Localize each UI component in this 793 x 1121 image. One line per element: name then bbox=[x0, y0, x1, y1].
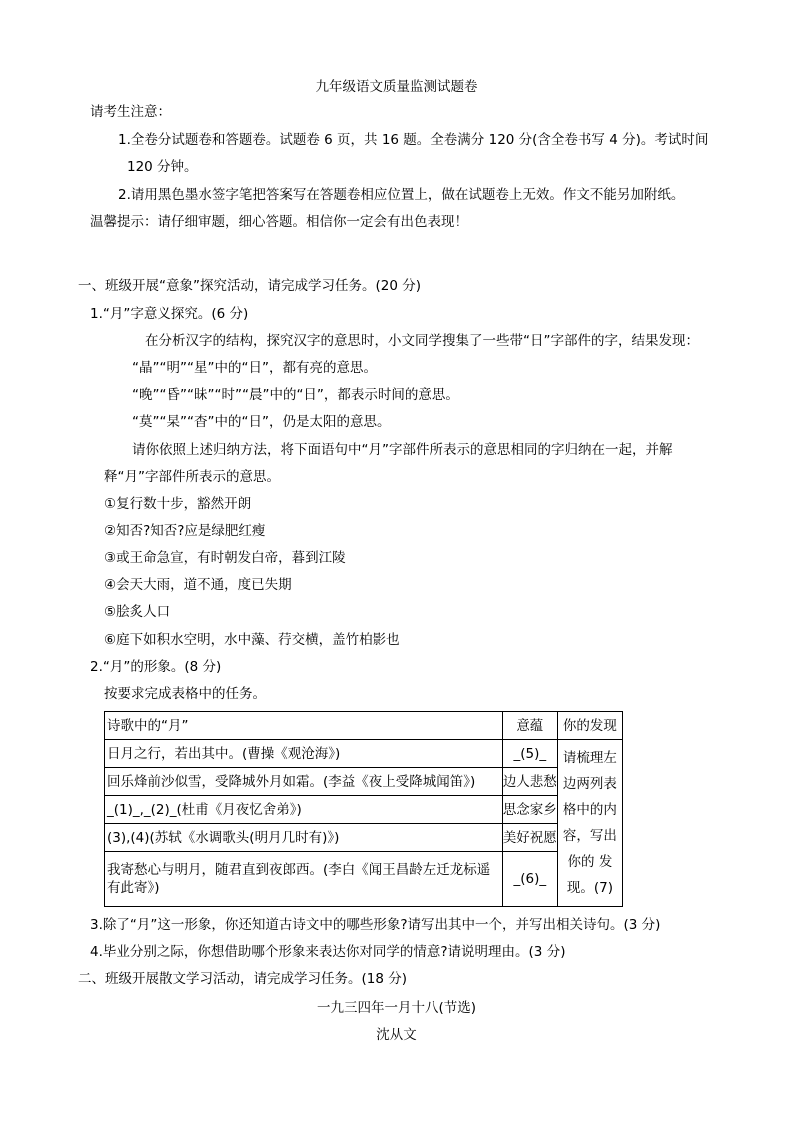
table-cell-meaning: 边人悲愁 bbox=[502, 768, 557, 796]
section-1-heading: 一、班级开展“意象”探究活动，请完成学习任务。(20 分) bbox=[78, 278, 421, 294]
question-3: 3.除了“月”这一形象，你还知道古诗文中的哪些形象?请写出其中一个，并写出相关诗句。(3 分) bbox=[90, 917, 661, 933]
table-cell-poem: (3),(4)(苏轼《水调歌头(明月几时有)》) bbox=[105, 824, 503, 852]
question-4: 4.毕业分别之际，你想借助哪个形象来表达你对同学的情意?请说明理由。(3 分) bbox=[90, 944, 566, 960]
table-row bbox=[105, 740, 623, 768]
table-cell-poem: 回乐烽前沙似雪，受降城外月如霜。(李益《夜上受降城闻笛》) bbox=[105, 768, 503, 796]
table-cell-meaning: _(5)_ bbox=[502, 740, 557, 768]
table-cell-meaning: 思念家乡 bbox=[502, 796, 557, 824]
question-1-item: ③或王命急宣，有时朝发白帝，暮到江陵 bbox=[104, 550, 346, 566]
question-1-item: ⑥庭下如积水空明，水中藻、荇交横，盖竹柏影也 bbox=[104, 632, 400, 648]
page-title: 九年级语文质量监测试题卷 bbox=[315, 79, 478, 95]
table-cell-discovery: 请梳理左边两列表格中的内容，写出你的 发现。(7) bbox=[557, 740, 622, 907]
section-2-heading: 二、班级开展散文学习活动，请完成学习任务。(18 分) bbox=[78, 971, 408, 987]
question-1-task-line-1: 请你依照上述归纳方法，将下面语句中“月”字部件所表示的意思相同的字归纳在一起，并解 bbox=[132, 442, 673, 458]
notice-item-1-line-2: 120 分钟。 bbox=[127, 159, 198, 175]
notice-heading: 请考生注意： bbox=[90, 104, 171, 120]
question-1-intro: 在分析汉字的结构，探究汉字的意思时，小文同学搜集了一些带“日”字部件的字，结果发现： bbox=[145, 333, 699, 349]
question-1-heading: 1.“月”字意义探究。(6 分) bbox=[90, 306, 249, 322]
notice-item-1-line-1: 1.全卷分试题卷和答题卷。试题卷 6 页，共 16 题。全卷满分 120 分(含全卷书写 4 分)。考试时间 bbox=[118, 132, 709, 148]
question-1-example-3: “莫”“杲”“杳”中的“日”，仍是太阳的意思。 bbox=[132, 414, 391, 430]
question-1-task-line-2: 释“月”字部件所表示的意思。 bbox=[104, 469, 280, 485]
question-1-example-1: “晶”“明”“星”中的“日”，都有亮的意思。 bbox=[132, 360, 377, 376]
table-cell-poem: _(1)_,_(2)_(杜甫《月夜忆舍弟》) bbox=[105, 796, 503, 824]
question-2-instruction: 按要求完成表格中的任务。 bbox=[104, 686, 266, 702]
table-cell-poem: 我寄愁心与明月，随君直到夜郎西。(李白《闻王昌龄左迁龙标遥有此寄》) bbox=[105, 852, 503, 907]
notice-item-2: 2.请用黑色墨水签字笔把答案写在答题卷相应位置上，做在试题卷上无效。作文不能另加附纸。 bbox=[118, 187, 685, 203]
question-1-item: ④会天大雨，道不通，度已失期 bbox=[104, 577, 292, 593]
question-1-item: ①复行数十步，豁然开朗 bbox=[104, 496, 252, 512]
article-title: 一九三四年一月十八(节选) bbox=[316, 1000, 477, 1016]
notice-tip: 温馨提示：请仔细审题，细心答题。相信你一定会有出色表现！ bbox=[90, 214, 468, 230]
table-row bbox=[105, 824, 623, 852]
table-header-discovery: 你的发现 bbox=[557, 712, 622, 740]
table-header-meaning: 意蕴 bbox=[502, 712, 557, 740]
question-1-item: ⑤脍炙人口 bbox=[104, 604, 171, 620]
table-row bbox=[105, 852, 623, 907]
question-1-item: ②知否?知否?应是绿肥红瘦 bbox=[104, 523, 266, 539]
table-header-poem: 诗歌中的“月” bbox=[105, 712, 503, 740]
table-cell-poem: 日月之行，若出其中。(曹操《观沧海》) bbox=[105, 740, 503, 768]
table-row bbox=[105, 768, 623, 796]
question-2-heading: 2.“月”的形象。(8 分) bbox=[90, 659, 222, 675]
table-cell-meaning: 美好祝愿 bbox=[502, 824, 557, 852]
table-row bbox=[105, 796, 623, 824]
question-1-example-2: “晚”“昏”“昧”“时”“晨”中的“日”，都表示时间的意思。 bbox=[132, 387, 459, 403]
article-author: 沈从文 bbox=[376, 1027, 417, 1043]
table-cell-meaning: _(6)_ bbox=[502, 852, 557, 907]
imagery-table bbox=[104, 711, 623, 907]
table-header-row bbox=[105, 712, 623, 740]
